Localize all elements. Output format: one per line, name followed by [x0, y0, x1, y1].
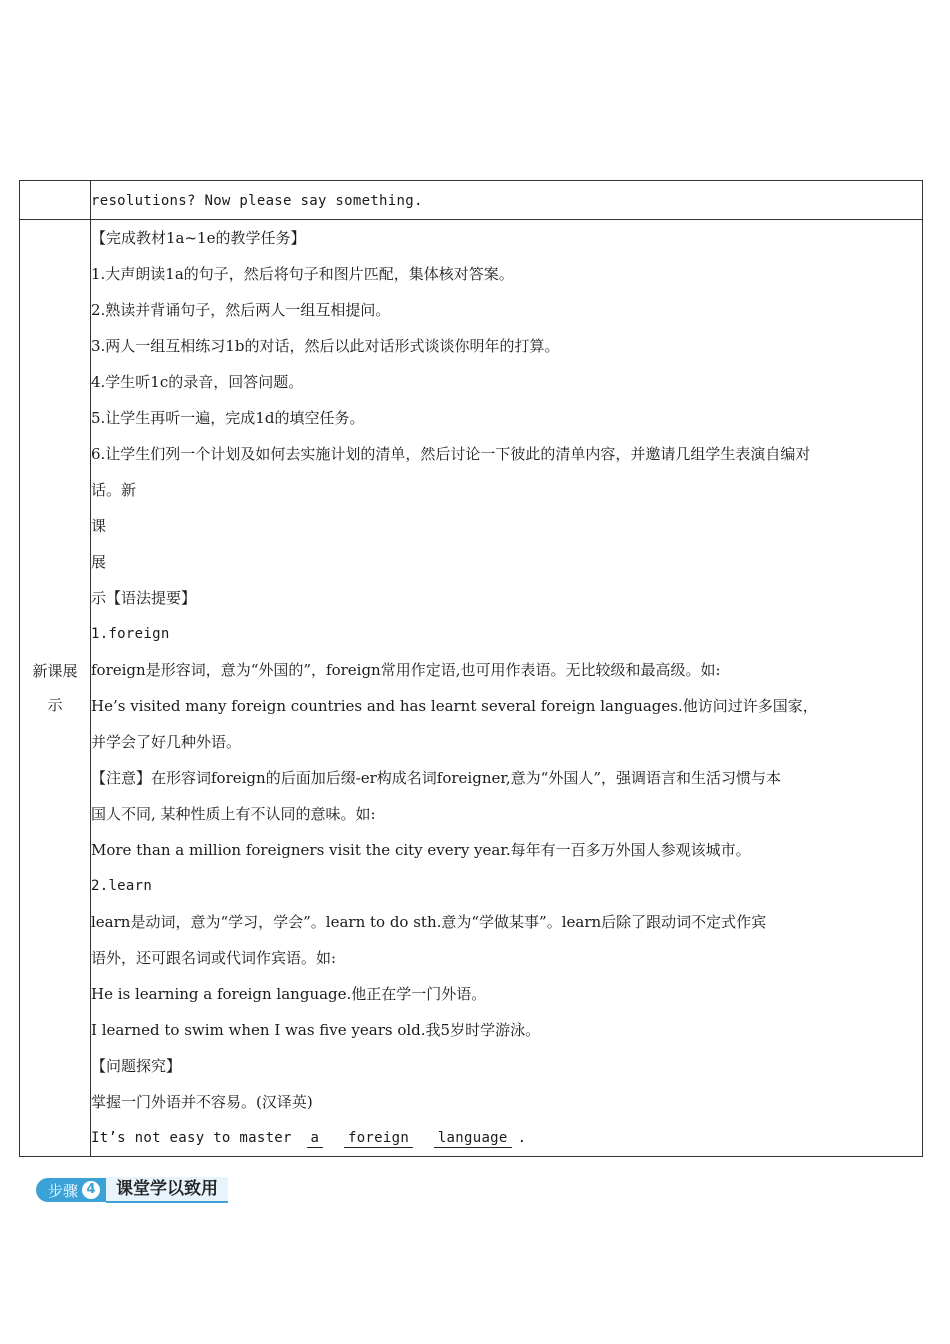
- task-item: 2.熟读并背诵句子，然后两人一组互相提问。: [91, 301, 391, 319]
- example-sentence: He’s visited many foreign countries and has learnt several foreign languages.他访问过许多国家，: [91, 697, 818, 715]
- note-line: 【注意】在形容词foreign的后面加后缀-er构成名词foreigner,意为“外国人”，强调语言和生活习惯与本: [91, 769, 782, 787]
- step-pill: [36, 1178, 106, 1202]
- text-line: 话。新: [91, 481, 137, 499]
- example-sentence: More than a million foreigners visit the city every year.每年有一百多万外国人参观该城市。: [91, 841, 751, 859]
- example-sentence: He is learning a foreign language.他正在学一门外语。: [91, 985, 487, 1003]
- step-title: 课堂学以致用: [106, 1177, 228, 1203]
- table-row: [20, 181, 923, 220]
- exercise-prompt: 掌握一门外语并不容易。(汉译英): [91, 1093, 313, 1111]
- step-number-badge: 4: [82, 1181, 100, 1199]
- lesson-table: [19, 180, 923, 1157]
- grammar-heading: 示【语法提要】: [91, 589, 197, 607]
- row1-text: resolutions? Now please say something.: [91, 193, 423, 209]
- task-heading: 【完成教材1a~1e的教学任务】: [91, 229, 306, 247]
- empty-label-cell: [20, 181, 91, 220]
- text-line: 并学会了好几种外语。: [91, 733, 242, 751]
- grammar-point-title: 2.learn: [91, 878, 153, 894]
- section-label-line2: 示: [47, 696, 63, 714]
- task-item: 4.学生听1c的录音，回答问题。: [91, 373, 304, 391]
- answer-blank: language: [434, 1129, 512, 1148]
- table-row: [20, 220, 923, 1157]
- content-cell: [91, 181, 923, 220]
- step-banner: [36, 1178, 228, 1202]
- text-line: 展: [91, 553, 107, 571]
- step-label: 步骤: [48, 1181, 79, 1200]
- answer-blank: a: [307, 1129, 324, 1148]
- answer-blank: foreign: [344, 1129, 413, 1148]
- example-sentence: I learned to swim when I was five years old.我5岁时学游泳。: [91, 1021, 541, 1039]
- grammar-explanation: foreign是形容词，意为“外国的”，foreign常用作定语,也可用作表语。无比较级和最高级。如:: [91, 661, 721, 679]
- exercise-answer: [91, 1120, 922, 1156]
- task-item: 3.两人一组互相练习1b的对话，然后以此对话形式谈谈你明年的打算。: [91, 337, 560, 355]
- task-item: 1.大声朗读1a的句子，然后将句子和图片匹配，集体核对答案。: [91, 265, 514, 283]
- task-item: 5.让学生再听一遍，完成1d的填空任务。: [91, 409, 365, 427]
- answer-prefix: It’s not easy to master: [91, 1130, 292, 1146]
- exercise-heading: 【问题探究】: [91, 1057, 182, 1075]
- task-item: 6.让学生们列一个计划及如何去实施计划的清单，然后讨论一下彼此的清单内容，并邀请几组学生表演自编对: [91, 445, 811, 463]
- section-label-cell: [20, 220, 91, 1157]
- grammar-explanation: learn是动词，意为“学习，学会”。learn to do sth.意为“学做某事”。learn后除了跟动词不定式作宾: [91, 913, 767, 931]
- grammar-explanation: 语外，还可跟名词或代词作宾语。如:: [91, 949, 337, 967]
- answer-suffix: .: [517, 1130, 527, 1146]
- text-line: 课: [91, 517, 107, 535]
- grammar-point-title: 1.foreign: [91, 626, 170, 642]
- content-cell: [91, 220, 923, 1157]
- note-line: 国人不同, 某种性质上有不认同的意味。如:: [91, 805, 376, 823]
- section-label-line1: 新课展: [32, 662, 78, 680]
